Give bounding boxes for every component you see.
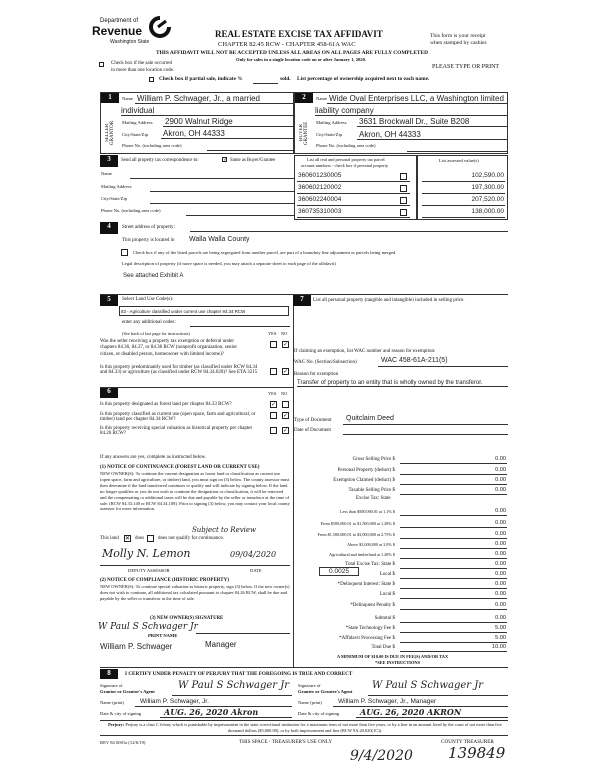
this-land-label: This land xyxy=(100,536,119,541)
assessed-header: List assessed value(s) xyxy=(439,158,479,163)
name-label: Name xyxy=(101,171,112,176)
rule xyxy=(121,115,293,116)
seller-name-field[interactable]: William P. Schwager, Jr., a married xyxy=(137,94,261,103)
mailing-label: Mailing Address xyxy=(101,184,132,189)
no-header: NO xyxy=(281,391,288,396)
tax-row-label: Personal Property (deduct) $ xyxy=(337,468,395,473)
notice-continuance-title: (1) NOTICE OF CONTINUANCE (FOREST LAND OR CURRENT USE) xyxy=(100,465,260,470)
parcel-account[interactable]: 360602240004 xyxy=(298,196,342,203)
legal-description-label: Legal description of property (if more space is needed, you may attach a separate sheet to each page of the affidavit) xyxy=(122,261,336,266)
county-treasurer-label: COUNTY TREASURER xyxy=(441,739,494,745)
yes-checkbox[interactable] xyxy=(270,412,277,419)
rule xyxy=(315,115,507,116)
land-use-code-select[interactable]: 83 - Agriculture classified under current use chapter 84.34 RCW xyxy=(119,306,289,316)
rule xyxy=(100,565,290,566)
tax-row-value[interactable]: 0.00 xyxy=(495,508,506,514)
current-use-question: Is this property classified as current use (open space, farm and agricultural, or timber) land per chapter 84.34 RCW? xyxy=(100,412,256,423)
rule xyxy=(378,366,508,367)
no-checkbox[interactable]: ✓ xyxy=(283,412,289,419)
receipt-note-2: when stamped by cashier. xyxy=(430,40,488,46)
divider xyxy=(100,387,293,388)
additional-codes-field[interactable] xyxy=(190,326,290,327)
rule xyxy=(400,632,507,633)
date-label: DATE xyxy=(250,568,262,573)
divider xyxy=(100,667,508,668)
excise-tax-state-label: Excise Tax: State xyxy=(356,496,391,501)
logo-dept: Department of xyxy=(100,18,139,24)
partial-sale-percent-field[interactable] xyxy=(253,83,278,84)
timber-question: Is this property predominantly used for timber (as classified under RCW 84.34 and 84.33) or agriculture (as classified under RCW 84.34.020)? See ETA 3215 xyxy=(100,365,258,376)
rule xyxy=(400,548,507,549)
tax-row-value[interactable]: 0.00 xyxy=(495,591,506,597)
rule xyxy=(422,181,505,182)
grantee-name-field[interactable]: William P. Schwager, Jr., Manager xyxy=(338,698,437,705)
rule xyxy=(327,103,507,104)
section-number: 1 xyxy=(101,93,119,103)
rule xyxy=(400,538,507,539)
partial-sale-checkbox[interactable] xyxy=(149,77,154,82)
tax-row-label: Subtotal $ xyxy=(374,616,395,621)
historic-question: Is this property receiving special valuation as historical property per chapter 84.26 RCW? xyxy=(100,426,253,437)
location-code-label: Check box if the sale occurred xyxy=(111,61,172,66)
name-label: Name xyxy=(316,96,327,101)
form-revision: REV 84 0001a (12/6/19) xyxy=(100,740,146,745)
partial-sale-label: Check box if partial sale, indicate % xyxy=(159,76,243,82)
buyer-section xyxy=(294,92,508,154)
parcel-account[interactable]: 360602120002 xyxy=(298,184,342,191)
city-label: City/State/Zip xyxy=(122,132,149,137)
new-owner-title-field[interactable]: Manager xyxy=(205,640,237,649)
rule xyxy=(196,633,290,634)
tax-row-label: Above $3,000,000 at 3.0% $ xyxy=(346,542,395,547)
treasurer-receipt-number: 139849 xyxy=(448,744,506,762)
rule xyxy=(400,651,507,652)
city-label: City/State/Zip xyxy=(101,196,128,201)
section-number: 2 xyxy=(295,93,313,103)
section-number: 4 xyxy=(100,222,118,234)
tax-row-label: *Affidavit Processing Fee $ xyxy=(339,636,395,641)
rule xyxy=(135,103,293,104)
notice-continuance-text: NEW OWNER(S): To continue the current designation as forest land or classification as current use (open space, farm and agriculture, or timber) land, you must sign on (3) below. The county assessor must then determine if the land transferred continues to qualify and will indicate by signing below. If the land no longer qualifies or you do not wish to continue the designation or classification, it will be removed and the compensating or additional taxes will be due and payable by the seller or transferor at the time of sale. (RCW 84.33.140 or RCW 84.34.108). Prior to signing (3) below, you may contact your local county assessor for more information. xyxy=(100,471,290,512)
new-owner-signature: W Paul S Schwager Jr xyxy=(98,622,198,632)
no-checkbox[interactable]: ✓ xyxy=(283,427,289,434)
if-any-yes-note: If any answers are yes, complete as instructed below. xyxy=(100,455,207,460)
tax-row-label: Gross Selling Price $ xyxy=(352,457,395,462)
perjury-label: Perjury: xyxy=(108,722,125,727)
logo-state: Washington State xyxy=(110,39,150,45)
perjury-statement xyxy=(104,722,506,733)
print-note: PLEASE TYPE OR PRINT xyxy=(432,64,500,70)
tax-row-label: From $500,000.01 to $1,500,000 at 1.28% $ xyxy=(320,521,395,526)
rule xyxy=(400,642,507,643)
tax-row-value[interactable]: 0.00 xyxy=(495,581,506,587)
tax-row-label: *Delinquent Penalty $ xyxy=(350,603,395,608)
street-address-label: Street address of property: xyxy=(122,225,175,230)
assessed-value[interactable]: 102,590.00 xyxy=(471,172,504,179)
tax-row-label: Exemption Claimed (deduct) $ xyxy=(333,478,395,483)
grantor-signature-label: Signature of xyxy=(100,683,123,688)
tax-row-value[interactable]: 0.00 xyxy=(495,477,506,483)
rule xyxy=(297,217,410,218)
tax-row-value[interactable]: 0.00 xyxy=(495,615,506,621)
tax-row-value[interactable]: 0.00 xyxy=(495,487,506,493)
rule xyxy=(400,588,507,589)
wac-label: WAC No. (Section/Subsection) xyxy=(294,360,357,365)
seller-city-field[interactable]: Akron, OH 44333 xyxy=(163,129,225,138)
seller-mailing-field[interactable]: 2900 Walnut Ridge xyxy=(165,117,233,126)
section-number: 3 xyxy=(100,155,118,167)
yes-checkbox[interactable] xyxy=(270,341,277,348)
receipt-note: This form is your receipt xyxy=(430,33,486,39)
section-number: 5 xyxy=(100,295,118,306)
parcels-header: List all real and personal property tax parcel xyxy=(307,157,385,162)
notice-compliance-title: (2) NOTICE OF COMPLIANCE (HISTORIC PROPERTY) xyxy=(100,578,229,583)
form-title: REAL ESTATE EXCISE TAX AFFIDAVIT xyxy=(215,29,383,39)
personal-property-label: List all personal property (tangible and intangible) included in selling price. xyxy=(313,298,465,303)
divider xyxy=(100,735,508,736)
does-qualify-checkbox[interactable]: ✕ xyxy=(125,535,131,542)
tax-row-label: *Delinquent Interest: State $ xyxy=(337,582,395,587)
segregated-checkbox[interactable] xyxy=(121,249,128,256)
tax-row-value[interactable]: 5.00 xyxy=(495,625,506,631)
seller-name-field-2[interactable]: individual xyxy=(121,106,155,115)
land-use-label: Select Land Use Code(s): xyxy=(122,297,174,302)
parcel-account[interactable]: 360601230005 xyxy=(298,172,342,179)
location-code-label-2: in more than one location code. xyxy=(111,68,175,73)
forest-land-question: Is this property designated as forest land per chapter 84.33 RCW? xyxy=(100,402,232,407)
dor-logo xyxy=(92,16,172,52)
tax-row-value[interactable]: 0.00 xyxy=(495,456,506,462)
document-date-label: Date of Document xyxy=(294,428,331,433)
rule xyxy=(163,126,293,127)
personal-property-checkbox[interactable] xyxy=(400,209,407,216)
tax-row-value[interactable]: 0.00 xyxy=(495,602,506,608)
tax-row-value[interactable]: 5.00 xyxy=(495,635,506,641)
rule xyxy=(161,138,293,139)
grantee-signature-label: Signature of xyxy=(298,683,321,688)
name-label: Name xyxy=(122,96,133,101)
rule xyxy=(422,193,505,194)
parcel-account[interactable]: 360735310003 xyxy=(298,208,342,215)
parcels-header-2: account numbers - check box if personal property xyxy=(301,163,389,168)
perjury-text: Perjury is a class C felony which is punishable by imprisonment in the state correctional institution for a maximum term of not more than five years, or by a fine in an amount fixed by the court of not more than five thousand dollars ($5,000.00), or by both imprisonment and fine (RCW 9A.20.020(1C)). xyxy=(125,722,502,733)
same-as-buyer-label: Same as Buyer/Grantee xyxy=(230,158,276,163)
new-owner-signature-title: (3) NEW OWNER(S) SIGNATURE xyxy=(150,616,224,621)
street-address-field[interactable] xyxy=(190,231,508,232)
rule xyxy=(422,217,505,218)
rule xyxy=(400,598,507,599)
tax-row-value[interactable]: 0.00 xyxy=(495,531,506,537)
subject-to-review-note: Subject to Review xyxy=(192,526,257,534)
buyer-side-label: BUYER GRANTEE xyxy=(299,121,309,145)
rule xyxy=(400,484,507,485)
rule xyxy=(422,205,505,206)
document-type-field[interactable]: Quitclaim Deed xyxy=(346,415,394,422)
tax-row-label: Total Due $ xyxy=(371,645,395,650)
assessor-date: 09/04/2020 xyxy=(230,550,277,559)
rule xyxy=(400,463,507,464)
does-not-label: does not qualify for continuance. xyxy=(158,536,224,541)
legal-description-field[interactable]: See attached Exhibit A xyxy=(123,273,184,279)
notice-compliance-text: NEW OWNER(S): To continue special valuation as historic property, sign (3) below. If the new owner(s) does not wish to continue, all additional tax calculated pursuant to chapter 84.26 RCW, shall be due and payable by the seller or transferor at the time of sale. xyxy=(100,584,290,601)
grantor-name-label: Name (print) xyxy=(100,700,124,705)
partial-sold-label: sold. xyxy=(280,76,291,82)
rule xyxy=(297,181,410,182)
seller-phone-field[interactable] xyxy=(207,150,293,151)
no-header: NO xyxy=(281,331,288,336)
seller-section xyxy=(100,92,294,154)
grantor-signature: W Paul S Schwager Jr xyxy=(178,680,290,691)
logo-revenue: Revenue xyxy=(92,24,143,38)
minimum-due-note: A MINIMUM OF $10.00 IS DUE IN FEE(S) AND/OR TAX xyxy=(337,654,449,659)
assessed-value[interactable]: 197,300.00 xyxy=(471,184,504,191)
tax-row-value[interactable]: 0.00 xyxy=(495,541,506,547)
rule xyxy=(357,126,507,127)
rule xyxy=(343,424,508,425)
rule xyxy=(400,474,507,475)
rule xyxy=(400,622,507,623)
treasurer-space-label: THIS SPACE - TREASURER'S USE ONLY xyxy=(239,739,333,745)
yes-header: YES xyxy=(268,331,277,336)
rule xyxy=(400,558,507,559)
mailing-label: Mailing Address xyxy=(122,120,153,125)
seller-side-label: SELLER GRANTOR xyxy=(105,120,115,146)
no-checkbox[interactable]: ✓ xyxy=(283,341,289,348)
rule xyxy=(400,494,507,495)
same-as-buyer-checkbox[interactable]: ✓ xyxy=(223,157,228,163)
correspondence-mailing-field[interactable] xyxy=(150,191,294,192)
tax-row-value[interactable]: 0.00 xyxy=(495,467,506,473)
see-back-note: (See back of last page for instructions) xyxy=(122,331,190,336)
tax-row-label: Local $ xyxy=(379,592,395,597)
grantor-signature-label-2: Grantor or Grantor's Agent xyxy=(100,689,155,694)
assessed-value[interactable]: 207,520.00 xyxy=(471,196,504,203)
grantee-date-label: Date & city of signing xyxy=(298,711,340,716)
rule xyxy=(400,578,507,579)
no-checkbox[interactable]: ✓ xyxy=(283,368,289,375)
print-name-label: PRINT NAME xyxy=(148,633,178,638)
tax-row-label: Local $ xyxy=(379,572,395,577)
rule xyxy=(356,717,508,718)
rule xyxy=(400,568,507,569)
rule xyxy=(357,139,507,140)
located-in-label: This property is located in xyxy=(122,238,175,243)
section-number: 7 xyxy=(293,295,311,306)
rule xyxy=(172,695,292,696)
tax-row-label: Taxable Selling Price $ xyxy=(348,488,395,493)
reason-field[interactable]: Transfer of property to an entity that is wholly owned by the transferor. xyxy=(297,380,483,386)
form-chapter: CHAPTER 82.45 RCW - CHAPTER 458-61A WAC xyxy=(218,41,356,48)
grantee-name-label: Name (print) xyxy=(298,700,322,705)
tax-row-value[interactable]: 10.00 xyxy=(492,644,506,650)
yes-checkbox[interactable] xyxy=(270,368,277,375)
no-checkbox[interactable] xyxy=(282,401,289,408)
additional-codes-label: enter any additional codes: xyxy=(122,320,176,325)
mailing-label: Mailing Address xyxy=(316,120,347,125)
grantee-date-field[interactable]: AUG. 26, 2020 AKRON xyxy=(360,707,462,717)
segregated-label: Check box if any of the listed parcels are being segregated from another parcel, are part of a boundary line adjustment or parcels being merged. xyxy=(133,250,397,255)
exemption-question: Was the seller receiving a property tax exemption or deferral under chapters 84.36, 84.37, or 84.38 RCW (nonprofit organization, senior citizen, or disabled person, homeowner with limited income)? xyxy=(100,339,238,357)
divider xyxy=(100,720,508,721)
correspondence-name-field[interactable] xyxy=(130,178,294,179)
buyer-mailing-field[interactable]: 3631 Brockwall Dr., Suite B208 xyxy=(359,117,470,126)
rule xyxy=(400,609,507,610)
county-field[interactable]: Walla Walla County xyxy=(189,236,250,243)
grantor-date-field[interactable]: AUG. 26, 2020 Akron xyxy=(164,707,259,717)
assessor-signature: Molly N. Lemon xyxy=(102,547,191,560)
rule xyxy=(400,527,507,528)
tax-row-label: *State Technology Fee $ xyxy=(345,626,395,631)
tax-row-label: Less than $500,000.01 at 1.1% $ xyxy=(340,509,395,514)
personal-property-checkbox[interactable] xyxy=(400,197,407,204)
exemption-label: If claiming an exemption, list WAC number and reason for exemption: xyxy=(294,349,436,354)
yes-checkbox[interactable] xyxy=(270,427,277,434)
section-number: 6 xyxy=(100,387,118,398)
tax-row-label: Agricultural and timberland at 1.28% $ xyxy=(329,552,395,557)
wac-field[interactable]: WAC 458-61A-211(5) xyxy=(381,357,448,364)
city-label: City/State/Zip xyxy=(316,132,343,137)
yes-header: YES xyxy=(268,391,277,396)
tax-row-value[interactable]: 0.00 xyxy=(495,561,506,567)
assessed-value[interactable]: 138,000.00 xyxy=(471,208,504,215)
ownership-note: List percentage of ownership acquired next to each name. xyxy=(297,76,430,82)
tax-row-label: Total Excise Tax: State $ xyxy=(345,562,395,567)
new-owner-name-field[interactable]: William P. Schwager xyxy=(100,642,173,651)
phone-label: Phone No. (including area code) xyxy=(122,143,182,148)
tax-row-value[interactable]: 0.00 xyxy=(495,571,506,577)
rule xyxy=(368,695,508,696)
rule xyxy=(297,205,410,206)
phone-label: Phone No. (including area code) xyxy=(101,208,161,213)
form-only-for: Only for sales in a single location code on or after January 1, 2020. xyxy=(236,57,367,62)
certify-statement: I CERTIFY UNDER PENALTY OF PERJURY THAT THE FOREGOING IS TRUE AND CORRECT xyxy=(125,671,353,677)
section-number: 8 xyxy=(100,669,118,679)
tax-row-label: From $1,500,000.01 to $3,000,000 at 2.75% $ xyxy=(317,532,395,537)
correspondence-city-field[interactable] xyxy=(150,203,294,204)
grantee-signature: W Paul S Schwager Jr xyxy=(372,680,484,691)
phone-label: Phone No. (including area code) xyxy=(316,143,376,148)
logo-swirl-icon xyxy=(149,16,171,38)
personal-property-checkbox[interactable] xyxy=(400,173,407,180)
grantee-signature-label-2: Grantee or Grantee's Agent xyxy=(298,689,353,694)
buyer-name-field[interactable]: Wide Oval Enterprises LLC, a Washington limited xyxy=(329,94,504,103)
correspondence-phone-field[interactable] xyxy=(186,215,294,216)
rule xyxy=(297,386,508,387)
rule xyxy=(160,717,292,718)
reason-label: Reason for exemption xyxy=(294,372,339,377)
local-rate-field[interactable]: 0.0025 xyxy=(319,567,359,576)
document-type-label: Type of Document xyxy=(294,418,332,423)
send-correspondence-label: Send all property tax correspondence to: xyxy=(121,158,199,163)
treasurer-stamp-date: 9/4/2020 xyxy=(350,748,413,764)
buyer-city-field[interactable]: Akron, OH 44333 xyxy=(359,130,421,139)
does-not-qualify-checkbox[interactable] xyxy=(147,535,154,542)
form-warning: THIS AFFIDAVIT WILL NOT BE ACCEPTED UNLESS ALL AREAS ON ALL PAGES ARE FULLY COMPLETED xyxy=(156,50,429,56)
grantor-date-label: Date & city of signing xyxy=(100,711,142,716)
grantor-name-field[interactable]: William P. Schwager, Jr. xyxy=(140,698,209,705)
tax-row-value[interactable]: 0.00 xyxy=(495,551,506,557)
tax-row-value[interactable]: 0.00 xyxy=(495,520,506,526)
buyer-phone-field[interactable] xyxy=(407,151,507,152)
yes-checkbox[interactable]: ✓ xyxy=(271,401,277,408)
see-instructions-note: *SEE INSTRUCTIONS xyxy=(375,660,421,665)
buyer-name-field-2[interactable]: liability company xyxy=(315,106,374,115)
deputy-assessor-label: DEPUTY ASSESSOR xyxy=(128,568,170,573)
personal-property-checkbox[interactable] xyxy=(400,185,407,192)
location-code-checkbox[interactable] xyxy=(99,62,104,67)
does-label: does xyxy=(135,536,145,541)
rule xyxy=(297,193,410,194)
document-date-field[interactable] xyxy=(343,434,508,435)
rule xyxy=(400,515,507,516)
